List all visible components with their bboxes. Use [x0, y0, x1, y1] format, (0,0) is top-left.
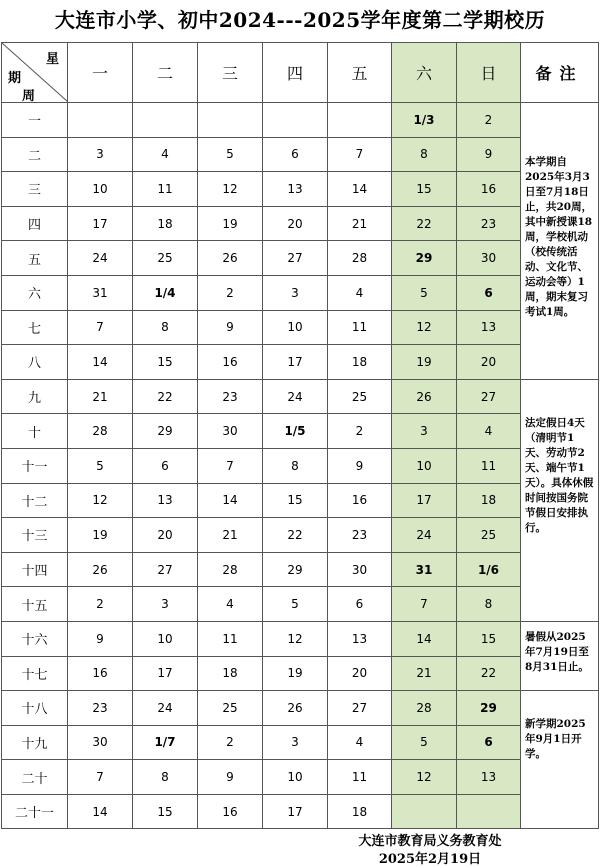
day-header-thu: 四: [263, 43, 328, 103]
date-cell: 9: [457, 137, 521, 172]
date-cell: 16: [68, 656, 133, 691]
date-cell: 7: [328, 137, 392, 172]
date-cell: 3: [133, 587, 198, 622]
date-cell: 17: [263, 345, 328, 380]
date-cell: 8: [263, 448, 328, 483]
date-cell: 27: [133, 552, 198, 587]
day-header-fri: 五: [328, 43, 392, 103]
day-header-sun: 日: [457, 43, 521, 103]
table-row: [2, 379, 599, 414]
week-label: 二十一: [2, 794, 68, 829]
date-cell: 4: [457, 414, 521, 449]
week-label: 十一: [2, 448, 68, 483]
week-label: 九: [2, 379, 68, 414]
table-row: [2, 518, 599, 553]
date-cell: 12: [68, 483, 133, 518]
day-header-tue: 二: [133, 43, 198, 103]
date-cell: 12: [263, 621, 328, 656]
date-cell: 2: [198, 725, 263, 760]
date-cell: 17: [263, 794, 328, 829]
table-row: [2, 621, 599, 656]
date-cell: 5: [263, 587, 328, 622]
date-cell: 6: [457, 275, 521, 310]
week-label: 七: [2, 310, 68, 345]
date-cell: 15: [133, 345, 198, 380]
table-row: [2, 794, 599, 829]
date-cell: 25: [198, 691, 263, 726]
date-cell: 17: [68, 206, 133, 241]
day-header-wed: 三: [198, 43, 263, 103]
date-cell: 25: [328, 379, 392, 414]
date-cell: 6: [133, 448, 198, 483]
date-cell: 11: [328, 310, 392, 345]
note-text: 本学期自2025年3月3日至7月18日止，共20周，其中新授课18周，学校机动（校传统活动、文化节、运动会等）1周，期末复习考试1周。: [525, 156, 593, 318]
corner-left-label-1: 期: [8, 71, 22, 86]
date-cell: 13: [133, 483, 198, 518]
date-cell: 24: [392, 518, 457, 553]
week-label: 十三: [2, 518, 68, 553]
date-cell: 27: [328, 691, 392, 726]
week-label: 八: [2, 345, 68, 380]
date-cell: 19: [392, 345, 457, 380]
date-cell: 30: [68, 725, 133, 760]
date-cell: [328, 103, 392, 138]
date-cell: 14: [198, 483, 263, 518]
calendar-body: [2, 103, 599, 829]
date-cell: 2: [328, 414, 392, 449]
date-cell: 11: [457, 448, 521, 483]
date-cell: 11: [198, 621, 263, 656]
date-cell: 22: [263, 518, 328, 553]
date-cell: 28: [198, 552, 263, 587]
note-text: 暑假从2025年7月19日至8月31日止。: [525, 630, 589, 673]
date-cell: 12: [392, 760, 457, 795]
date-cell: 19: [198, 206, 263, 241]
date-cell: 23: [457, 206, 521, 241]
week-label: 十: [2, 414, 68, 449]
date-cell: 6: [328, 587, 392, 622]
day-header-sat: 六: [392, 43, 457, 103]
date-cell: 5: [68, 448, 133, 483]
date-cell: 14: [68, 794, 133, 829]
date-cell: 14: [328, 172, 392, 207]
date-cell: 10: [263, 310, 328, 345]
date-cell: 28: [392, 691, 457, 726]
date-cell: 10: [392, 448, 457, 483]
table-row: [2, 103, 599, 138]
date-cell: 7: [392, 587, 457, 622]
date-cell: 24: [263, 379, 328, 414]
date-cell: 16: [328, 483, 392, 518]
date-cell: 26: [392, 379, 457, 414]
date-cell: 6: [457, 725, 521, 760]
date-cell: 2: [198, 275, 263, 310]
week-label: 六: [2, 275, 68, 310]
date-cell: 23: [68, 691, 133, 726]
date-cell: 21: [198, 518, 263, 553]
date-cell: 10: [68, 172, 133, 207]
date-cell: 11: [328, 760, 392, 795]
date-cell: 8: [133, 760, 198, 795]
date-cell: 18: [457, 483, 521, 518]
week-label: 十二: [2, 483, 68, 518]
date-cell: 25: [133, 241, 198, 276]
corner-left-label-2: 周: [22, 89, 36, 102]
table-row: [2, 552, 599, 587]
date-cell: 8: [392, 137, 457, 172]
date-cell: 20: [133, 518, 198, 553]
date-cell: 8: [133, 310, 198, 345]
date-cell: 1/5: [263, 414, 328, 449]
date-cell: 15: [457, 621, 521, 656]
week-label: 十四: [2, 552, 68, 587]
date-cell: 1/7: [133, 725, 198, 760]
table-row: [2, 483, 599, 518]
week-label: 三: [2, 172, 68, 207]
date-cell: 12: [392, 310, 457, 345]
date-cell: 18: [133, 206, 198, 241]
date-cell: 21: [68, 379, 133, 414]
table-row: [2, 725, 599, 760]
date-cell: 10: [263, 760, 328, 795]
date-cell: 2: [68, 587, 133, 622]
date-cell: 1/6: [457, 552, 521, 587]
date-cell: 23: [198, 379, 263, 414]
date-cell: 7: [198, 448, 263, 483]
date-cell: 28: [68, 414, 133, 449]
date-cell: 7: [68, 310, 133, 345]
date-cell: 27: [263, 241, 328, 276]
date-cell: 22: [133, 379, 198, 414]
week-label: 二: [2, 137, 68, 172]
date-cell: 8: [457, 587, 521, 622]
week-label: 十五: [2, 587, 68, 622]
date-cell: 28: [328, 241, 392, 276]
table-row: [2, 241, 599, 276]
notes-cell: [521, 103, 599, 380]
date-cell: 29: [263, 552, 328, 587]
date-cell: 5: [392, 725, 457, 760]
date-cell: 10: [133, 621, 198, 656]
date-cell: 26: [198, 241, 263, 276]
date-cell: [133, 103, 198, 138]
date-cell: 9: [198, 760, 263, 795]
note-text: 新学期2025年9月1日开学。: [525, 718, 586, 761]
date-cell: 25: [457, 518, 521, 553]
table-row: [2, 691, 599, 726]
week-label: 十六: [2, 621, 68, 656]
date-cell: 16: [198, 345, 263, 380]
week-label: 二十: [2, 760, 68, 795]
table-row: [2, 656, 599, 691]
date-cell: 21: [328, 206, 392, 241]
footer-date: 2025年2月19日: [378, 852, 482, 867]
table-row: [2, 172, 599, 207]
date-cell: 15: [392, 172, 457, 207]
date-cell: 17: [392, 483, 457, 518]
corner-cell: [2, 43, 68, 103]
date-cell: 30: [198, 414, 263, 449]
week-label: 五: [2, 241, 68, 276]
table-row: [2, 275, 599, 310]
date-cell: 31: [68, 275, 133, 310]
date-cell: [263, 103, 328, 138]
corner-top-label: 星: [45, 52, 59, 67]
date-cell: 16: [457, 172, 521, 207]
date-cell: 5: [392, 275, 457, 310]
table-row: [2, 345, 599, 380]
notes-cell: [521, 621, 599, 690]
date-cell: 3: [263, 275, 328, 310]
date-cell: 20: [328, 656, 392, 691]
date-cell: 23: [328, 518, 392, 553]
date-cell: 5: [198, 137, 263, 172]
date-cell: 11: [133, 172, 198, 207]
date-cell: 15: [133, 794, 198, 829]
week-label: 十九: [2, 725, 68, 760]
date-cell: 6: [263, 137, 328, 172]
date-cell: 20: [263, 206, 328, 241]
date-cell: 15: [263, 483, 328, 518]
date-cell: [392, 794, 457, 829]
date-cell: 24: [133, 691, 198, 726]
date-cell: 18: [328, 794, 392, 829]
date-cell: 13: [457, 310, 521, 345]
date-cell: 27: [457, 379, 521, 414]
day-header-mon: 一: [68, 43, 133, 103]
table-row: [2, 310, 599, 345]
date-cell: 26: [263, 691, 328, 726]
week-label: 十八: [2, 691, 68, 726]
notes-cell: [521, 691, 599, 829]
date-cell: 7: [68, 760, 133, 795]
note-text: 法定假日4天（清明节1天、劳动节2天、端午节1天）。具体休假时间按国务院节假日安排执行。: [525, 416, 594, 534]
date-cell: [68, 103, 133, 138]
date-cell: 2: [457, 103, 521, 138]
date-cell: 26: [68, 552, 133, 587]
date-cell: 3: [392, 414, 457, 449]
date-cell: 13: [263, 172, 328, 207]
table-row: [2, 137, 599, 172]
notes-header: 备注: [521, 43, 599, 103]
date-cell: 21: [392, 656, 457, 691]
date-cell: 12: [198, 172, 263, 207]
calendar-table: [1, 42, 599, 829]
date-cell: [457, 794, 521, 829]
week-label: 一: [2, 103, 68, 138]
week-label: 四: [2, 206, 68, 241]
date-cell: 30: [457, 241, 521, 276]
header-row: [2, 43, 599, 103]
date-cell: 4: [328, 725, 392, 760]
date-cell: 1/3: [392, 103, 457, 138]
date-cell: 4: [328, 275, 392, 310]
date-cell: 22: [457, 656, 521, 691]
date-cell: 14: [68, 345, 133, 380]
table-row: [2, 587, 599, 622]
date-cell: 14: [392, 621, 457, 656]
date-cell: 19: [263, 656, 328, 691]
date-cell: 29: [133, 414, 198, 449]
page-title: 大连市小学、初中2024---2025学年度第二学期校历: [54, 8, 546, 32]
date-cell: 18: [198, 656, 263, 691]
date-cell: 1/4: [133, 275, 198, 310]
notes-cell: [521, 379, 599, 621]
date-cell: 29: [392, 241, 457, 276]
date-cell: 9: [328, 448, 392, 483]
date-cell: 19: [68, 518, 133, 553]
date-cell: [198, 103, 263, 138]
date-cell: 29: [457, 691, 521, 726]
date-cell: 3: [263, 725, 328, 760]
date-cell: 20: [457, 345, 521, 380]
date-cell: 4: [198, 587, 263, 622]
date-cell: 18: [328, 345, 392, 380]
week-label: 十七: [2, 656, 68, 691]
date-cell: 17: [133, 656, 198, 691]
date-cell: 22: [392, 206, 457, 241]
date-cell: 9: [68, 621, 133, 656]
date-cell: 9: [198, 310, 263, 345]
date-cell: 16: [198, 794, 263, 829]
date-cell: 3: [68, 137, 133, 172]
date-cell: 31: [392, 552, 457, 587]
table-row: [2, 206, 599, 241]
date-cell: 13: [457, 760, 521, 795]
table-row: [2, 414, 599, 449]
table-row: [2, 448, 599, 483]
date-cell: 30: [328, 552, 392, 587]
date-cell: 24: [68, 241, 133, 276]
footer-org: 大连市教育局义务教育处: [358, 834, 502, 849]
date-cell: 4: [133, 137, 198, 172]
table-row: [2, 760, 599, 795]
date-cell: 13: [328, 621, 392, 656]
